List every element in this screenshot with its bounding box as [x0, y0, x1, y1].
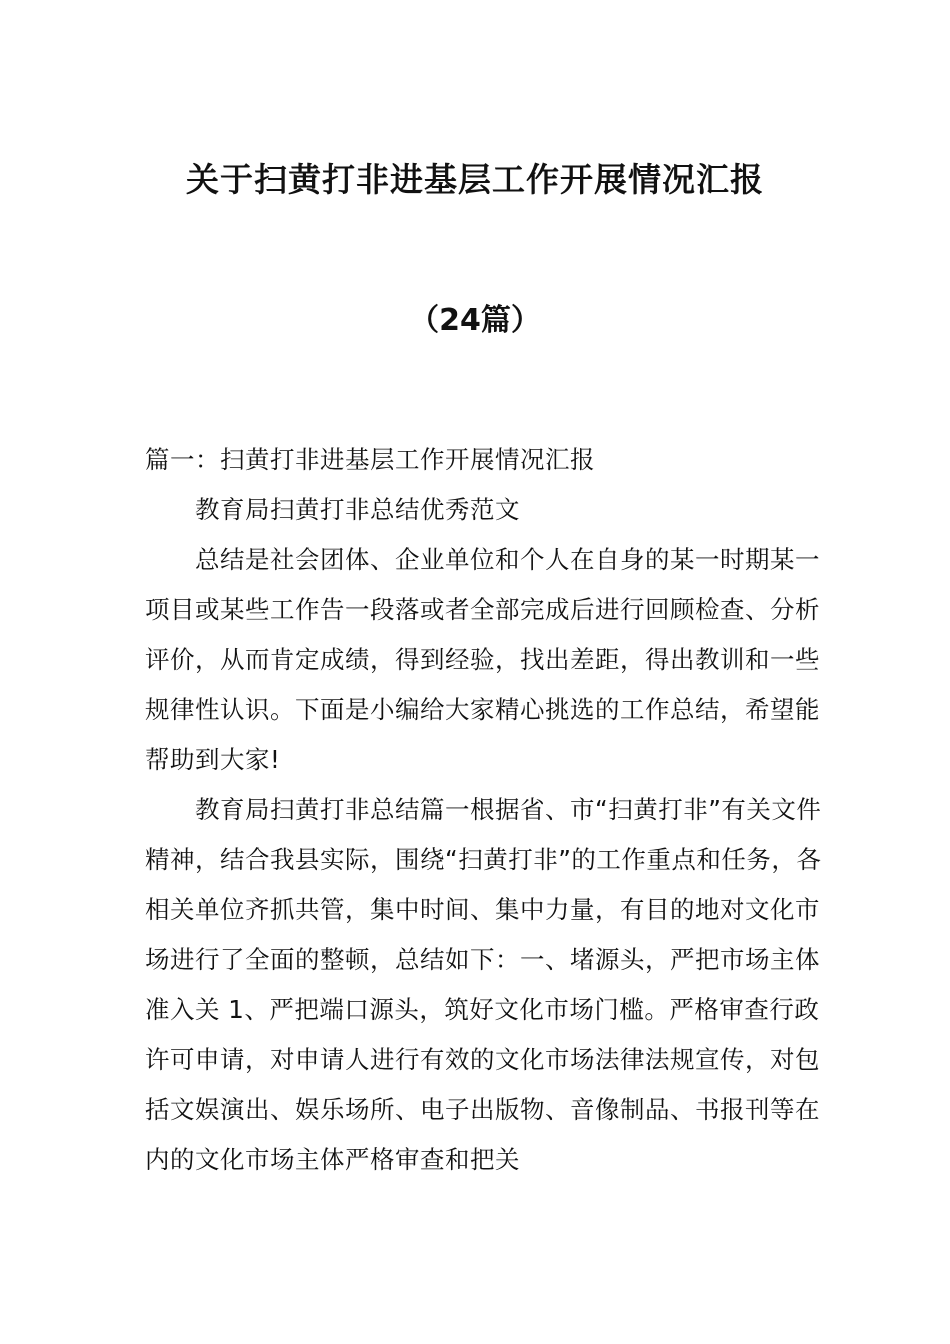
article-title: 教育局扫黄打非总结优秀范文 — [195, 495, 520, 524]
section-heading: 篇一：扫黄打非进基层工作开展情况汇报 — [145, 445, 595, 474]
paragraph-summary: 教育局扫黄打非总结篇一根据省、市“扫黄打非”有关文件精神，结合我县实际，围绕“扫黄打非”的工作重点和任务，各相关单位齐抓共管，集中时间、集中力量，有目的地对文化市场进行了全面的整顿，总结如下：一、堵源头，严把市场主体准入关 1、严把端口源头，筑好文化市场门槛。严格审查行政许可申请，对申请人进行有效的文化市场法律法规宣传，对包括文娱演出、娱乐场所、电子出版物、音像制品、书报刊等在内的文化市场主体严格审查和把关 — [145, 795, 822, 1174]
document-subtitle: （24篇） — [409, 303, 541, 338]
document-body — [145, 435, 825, 1185]
paragraph-intro: 总结是社会团体、企业单位和个人在自身的某一时期某一项目或某些工作告一段落或者全部完成后进行回顾检查、分析评价，从而肯定成绩，得到经验，找出差距，得出教训和一些规律性认识。下面是小编给大家精心挑选的工作总结，希望能帮助到大家! — [145, 545, 820, 774]
document-title: 关于扫黄打非进基层工作开展情况汇报 — [186, 160, 764, 199]
